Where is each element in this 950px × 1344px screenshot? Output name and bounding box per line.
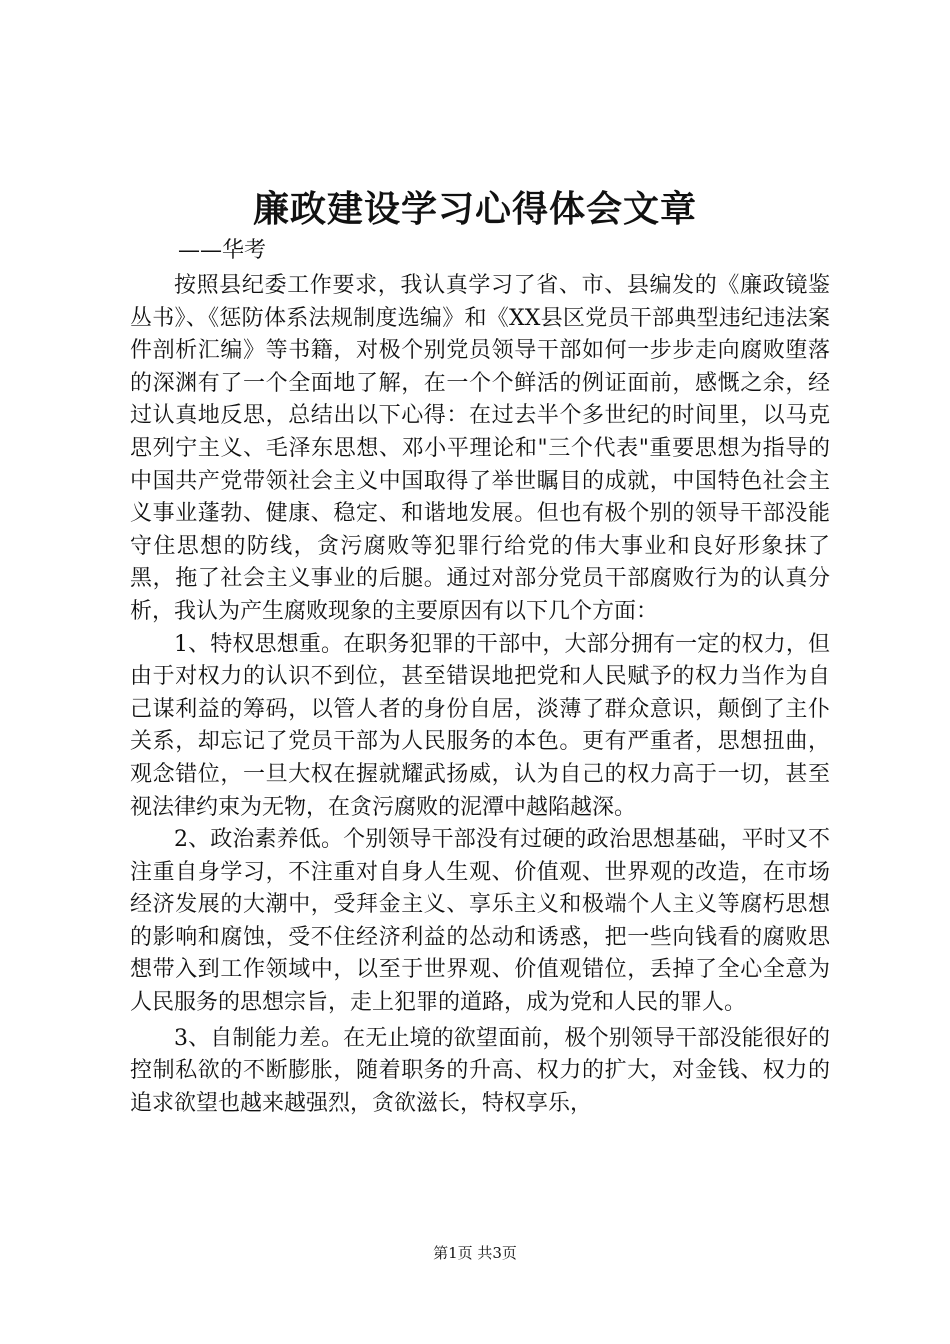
document-body <box>130 270 830 1120</box>
page-footer: 第1页 共3页 <box>433 1244 517 1262</box>
paragraph-point-1: 1、特权思想重。在职务犯罪的干部中，大部分拥有一定的权力，但由于对权力的认识不到位，甚至错误地把党和人民赋予的权力当作为自己谋利益的筹码，以管人者的身份自居，淡薄了群众意识，颠倒了主仆关系，却忘记了党员干部为人民服务的本色。更有严重者，思想扭曲，观念错位，一旦大权在握就耀武扬威，认为自己的权力高于一切，甚至视法律约束为无物，在贪污腐败的泥潭中越陷越深。 <box>130 631 830 820</box>
document-author: ——华考 <box>178 238 267 263</box>
paragraph-point-3: 3、自制能力差。在无止境的欲望面前，极个别领导干部没能很好的控制私欲的不断膨胀，随着职务的升高、权力的扩大，对金钱、权力的追求欲望也越来越强烈，贪欲滋长，特权享乐， <box>130 1025 830 1116</box>
document-title: 廉政建设学习心得体会文章 <box>252 188 697 230</box>
paragraph-intro: 按照县纪委工作要求，我认真学习了省、市、县编发的《廉政镜鉴丛书》、《惩防体系法规制度选编》和《XX县区党员干部典型违纪违法案件剖析汇编》等书籍，对极个别党员领导干部如何一步步走向腐败堕落的深渊有了一个全面地了解，在一个个鲜活的例证面前，感慨之余，经过认真地反思，总结出以下心得：在过去半个多世纪的时间里，以马克思列宁主义、毛泽东思想、邓小平理论和"三个代表"重要思想为指导的中国共产党带领社会主义中国取得了举世瞩目的成就，中国特色社会主义事业蓬勃、健康、稳定、和谐地发展。但也有极个别的领导干部没能守住思想的防线，贪污腐败等犯罪行给党的伟大事业和良好形象抹了黑，拖了社会主义事业的后腿。通过对部分党员干部腐败行为的认真分析，我认为产生腐败现象的主要原因有以下几个方面： <box>130 273 830 624</box>
paragraph-point-2: 2、政治素养低。个别领导干部没有过硬的政治思想基础，平时又不注重自身学习，不注重对自身人生观、价值观、世界观的改造，在市场经济发展的大潮中，受拜金主义、享乐主义和极端个人主义等腐朽思想的影响和腐蚀，受不住经济利益的怂动和诱惑，把一些向钱看的腐败思想带入到工作领域中，以至于世界观、价值观错位，丢掉了全心全意为人民服务的思想宗旨，走上犯罪的道路，成为党和人民的罪人。 <box>130 827 830 1016</box>
